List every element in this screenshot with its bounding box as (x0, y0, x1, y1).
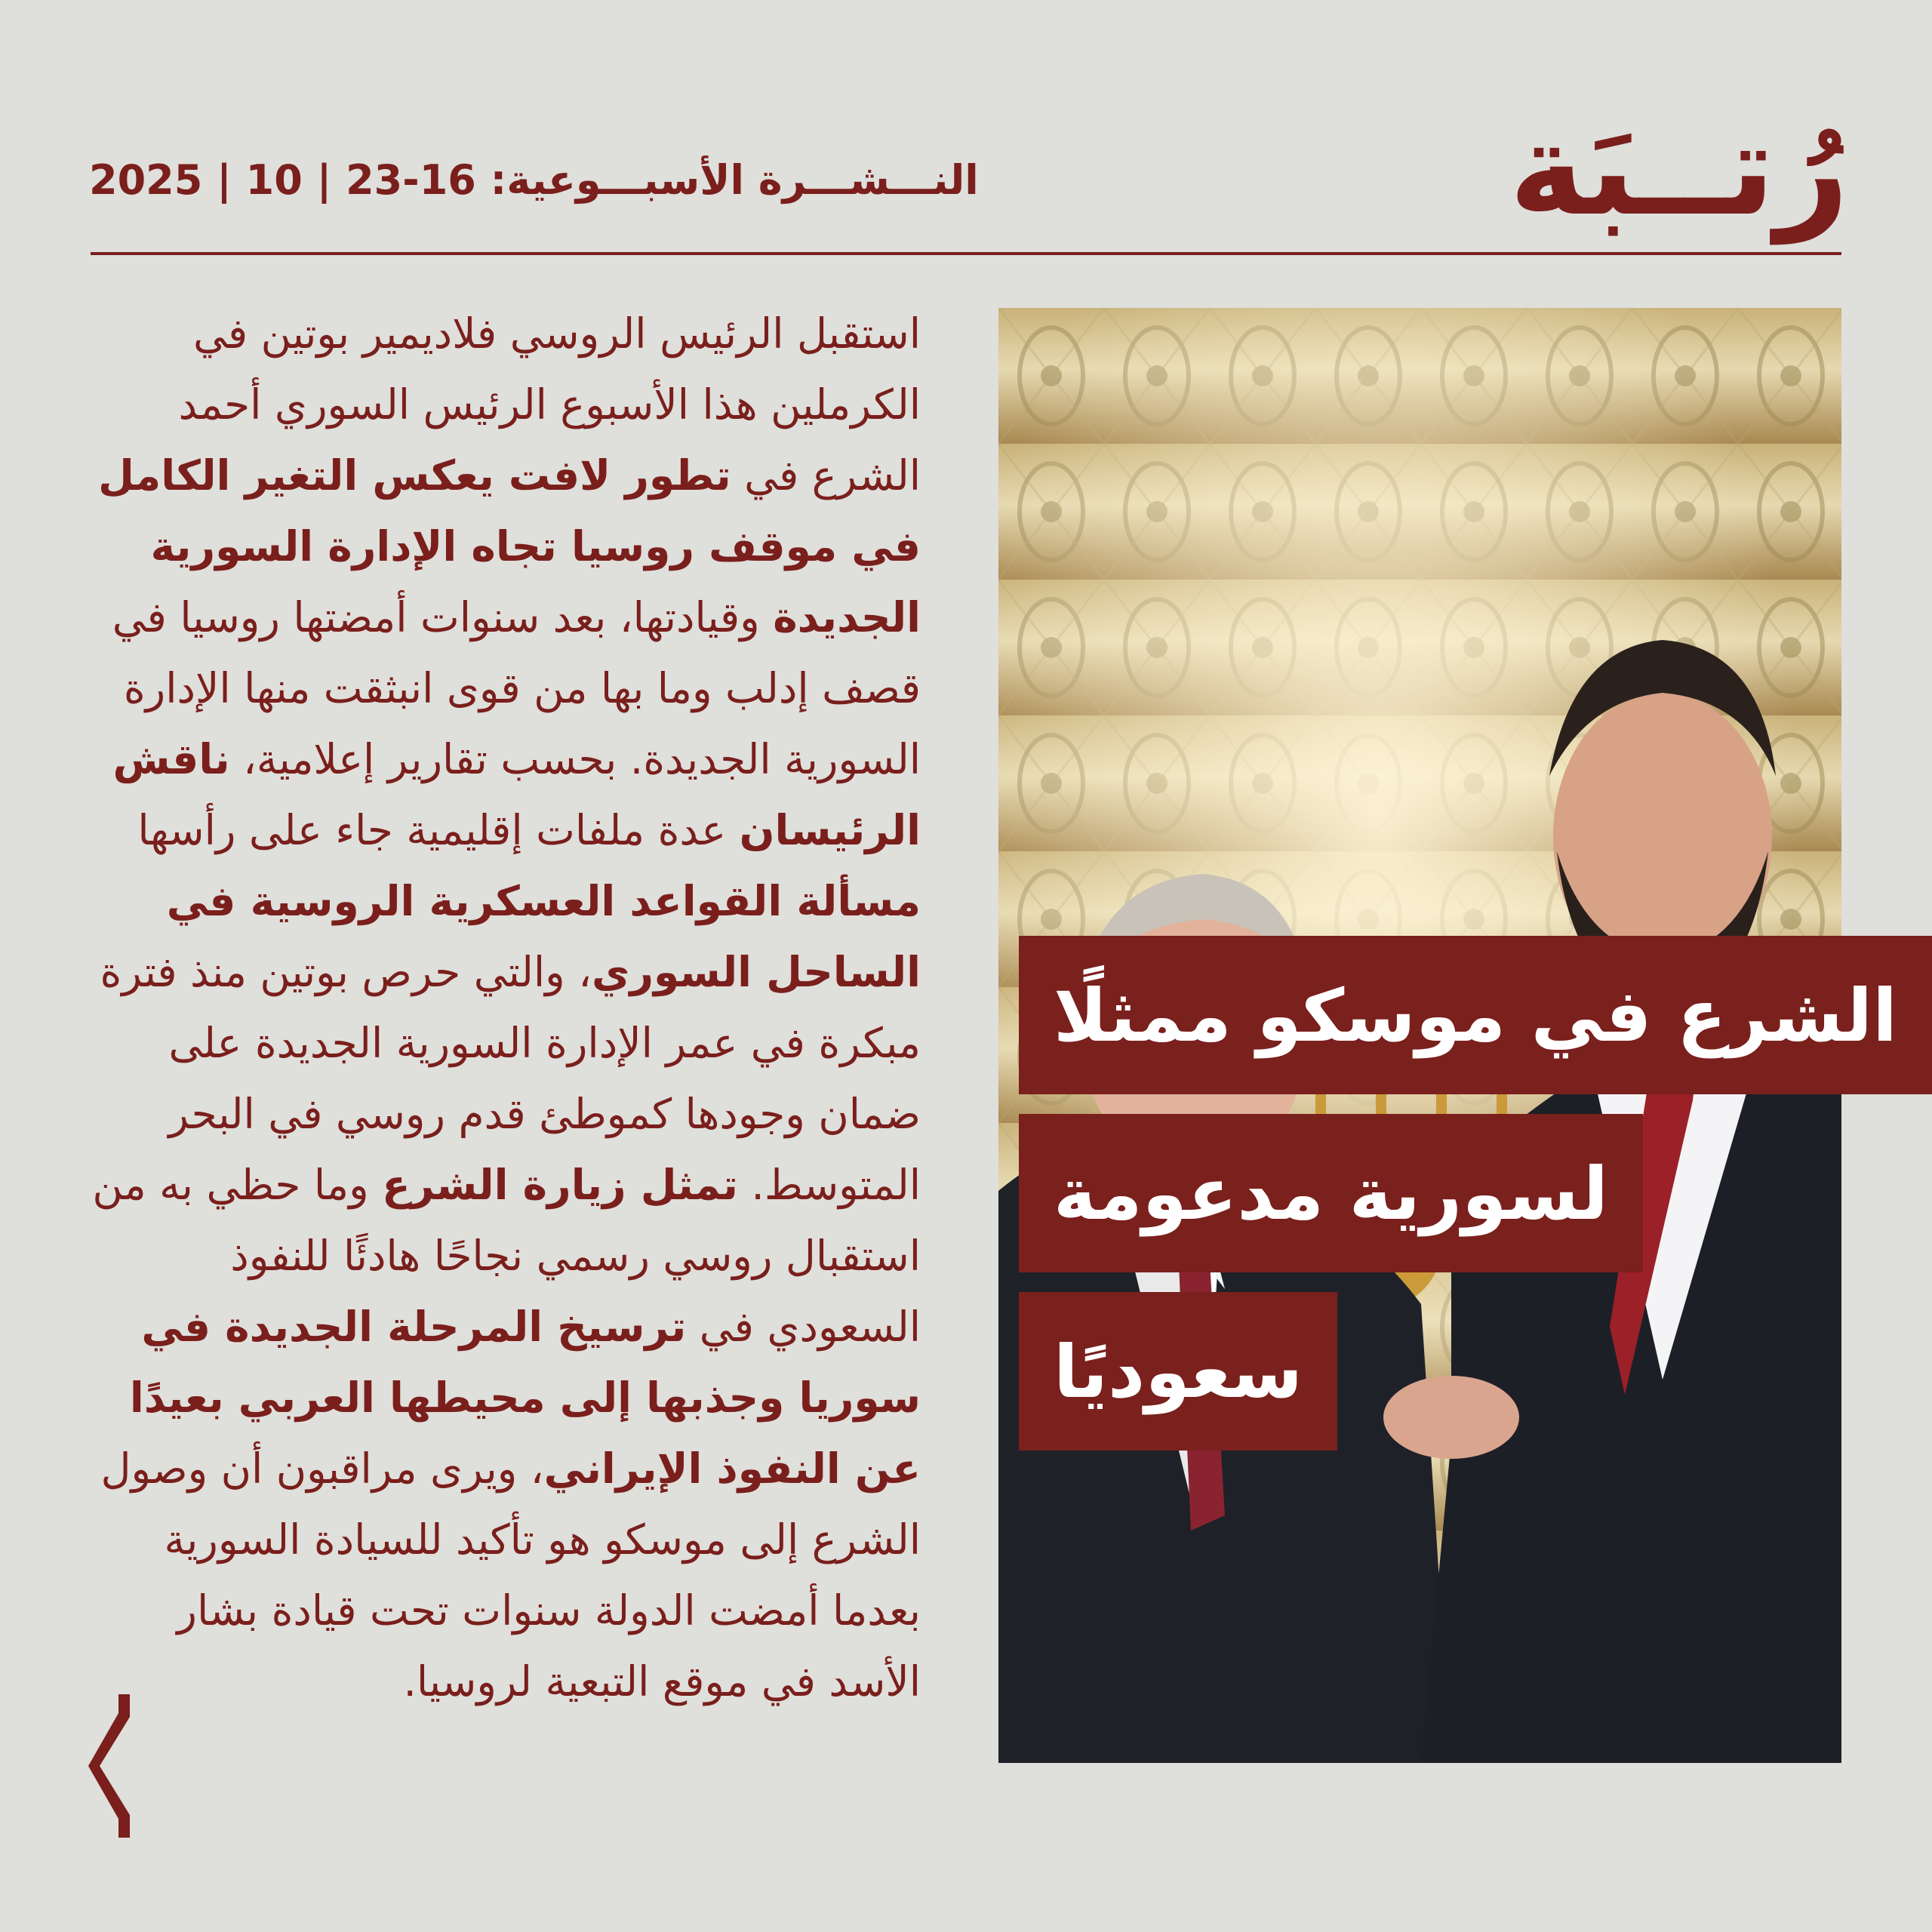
article-text: وقيادتها، بعد سنوات أمضتها روسيا في قصف إدلب وما بها من قوى انبثقت منها الإدارة السورية الجديدة. بحسب تقارير إعلامية، (112, 593, 921, 783)
brand-logo: رُتــبَة (1509, 95, 1849, 245)
article-text: استقبل الرئيس الروسي فلاديمير بوتين في الكرملين هذا الأسبوع الرئيس السوري أحمد الشرع في (178, 309, 921, 500)
headline-line-1: الشرع في موسكو ممثلًا (1019, 936, 1932, 1094)
article-text: وما حظي به من استقبال روسي رسمي نجاحًا هادئًا للنفوذ السعودي في (92, 1161, 921, 1351)
article-text: عدة ملفات إقليمية جاء على رأسها (137, 806, 740, 854)
issue-date: النـــشـــرة الأسبـــوعية: 16-23 | 10 | 2025 (89, 156, 979, 204)
article-highlight: تمثل زيارة الشرع (382, 1161, 738, 1209)
article-highlight: ناقش الرئيسان (112, 735, 921, 854)
header-divider (91, 252, 1841, 255)
article-text: ، والتي حرص بوتين منذ فترة مبكرة في عمر الإدارة السورية الجديدة على ضمان وجودها كموطئ قدم روسي في البحر المتوسط. (100, 948, 921, 1209)
article-highlight: مسألة القواعد العسكرية الروسية في الساحل السوري (166, 877, 921, 996)
headline-line-3: سعوديًا (1019, 1292, 1337, 1451)
article-highlight: تطور لافت يعكس التغير الكامل في موقف روسيا تجاه الإدارة السورية الجديدة (98, 451, 921, 641)
headline-line-2: لسورية مدعومة (1019, 1114, 1643, 1272)
article-highlight: ترسيخ المرحلة الجديدة في سوريا وجذبها إلى محيطها العربي بعيدًا عن النفوذ الإيراني (129, 1303, 921, 1493)
article-body (79, 298, 921, 1717)
chevron-left-icon (85, 1694, 145, 1838)
article-text: ، ويرى مراقبون أن وصول الشرع إلى موسكو هو تأكيد للسيادة السورية بعدما أمضت الدولة سنوات تحت قيادة بشار الأسد في موقع التبعية لروسيا. (100, 1444, 921, 1706)
headline-block (1019, 936, 1932, 1470)
